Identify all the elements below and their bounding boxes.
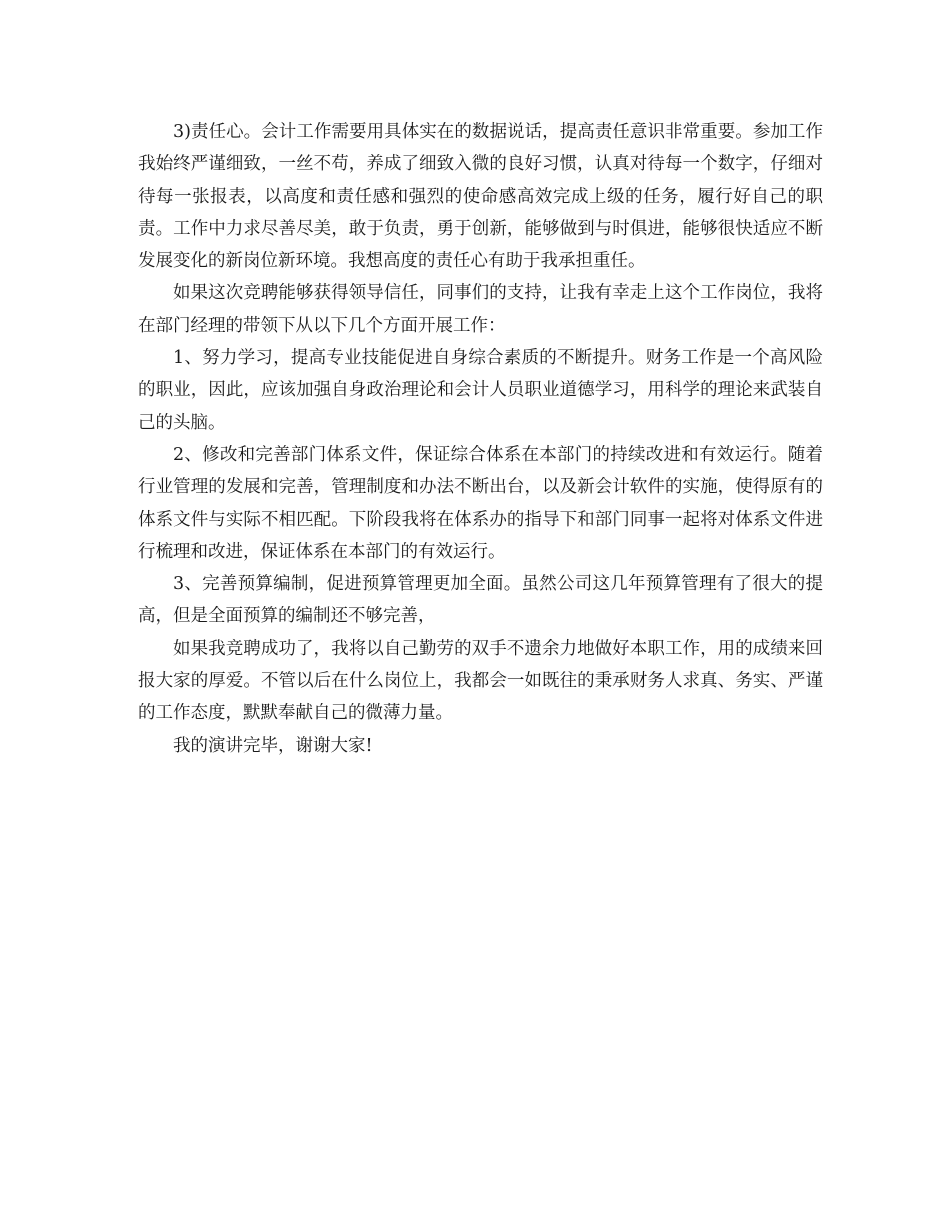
paragraph-item-3: 3、完善预算编制，促进预算管理更加全面。虽然公司这几年预算管理有了很大的提高，但是全面预算的编制还不够完善， [138, 574, 823, 627]
paragraph-if-selected: 如果这次竞聘能够获得领导信任，同事们的支持，让我有幸走上这个工作岗位，我将在部门经理的带领下从以下几个方面开展工作： [138, 283, 823, 336]
document-body [138, 116, 823, 762]
paragraph-closing: 我的演讲完毕，谢谢大家! [173, 735, 373, 756]
paragraph-conclusion: 如果我竞聘成功了，我将以自己勤劳的双手不遗余力地做好本职工作，用的成绩来回报大家的厚爱。不管以后在什么岗位上，我都会一如既往的秉承财务人求真、务实、严谨的工作态度，默默奉献自己的微薄力量。 [138, 638, 823, 724]
paragraph-item-1: 1、努力学习，提高专业技能促进自身综合素质的不断提升。财务工作是一个高风险的职业，因此，应该加强自身政治理论和会计人员职业道德学习，用科学的理论来武装自己的头脑。 [138, 348, 823, 433]
paragraph-item-2: 2、修改和完善部门体系文件，保证综合体系在本部门的持续改进和有效运行。随着行业管理的发展和完善，管理制度和办法不断出台，以及新会计软件的实施，使得原有的体系文件与实际不相匹配。下阶段我将在体系办的指导下和部门同事一起将对体系文件进行梳理和改进，保证体系在本部门的有效运行。 [138, 444, 823, 562]
paragraph-responsibility: 3)责任心。会计工作需要用具体实在的数据说话，提高责任意识非常重要。参加工作我始终严谨细致，一丝不苟，养成了细致入微的良好习惯，认真对待每一个数字，仔细对待每一张报表，以高度和责任感和强烈的使命感高效完成上级的任务，履行好自己的职责。工作中力求尽善尽美，敢于负责，勇于创新，能够做到与时俱进，能够很快适应不断发展变化的新岗位新环境。我想高度的责任心有助于我承担重任。 [138, 122, 823, 272]
